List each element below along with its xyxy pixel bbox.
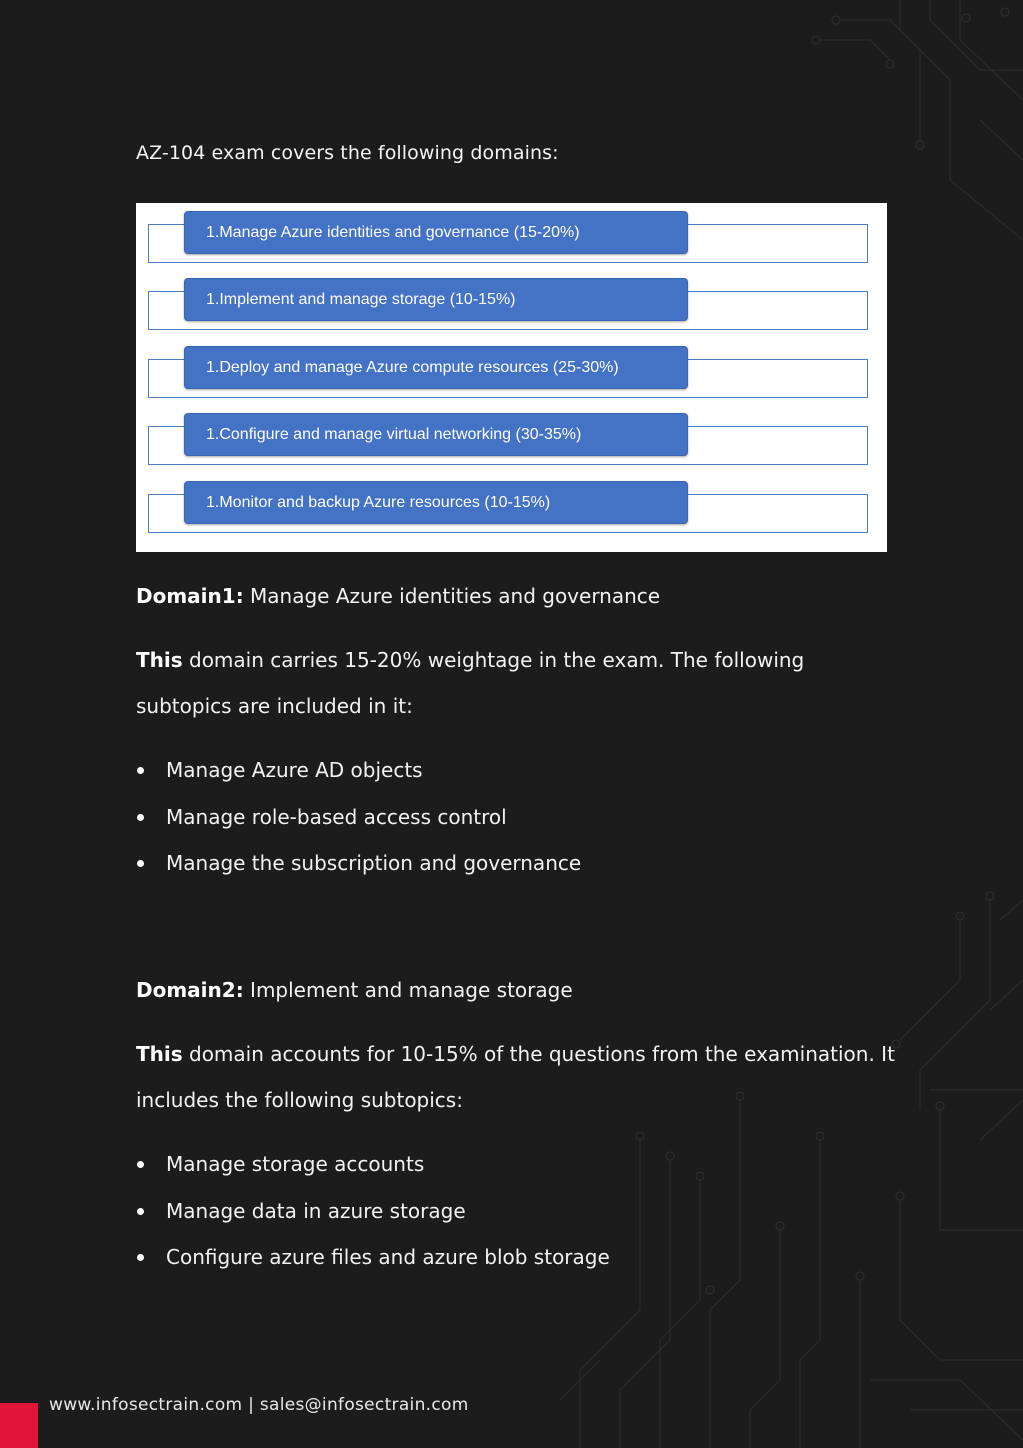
domain2-paragraph-line2: includes the following subtopics:	[136, 1088, 463, 1112]
diagram-row	[136, 405, 887, 465]
domain-pill: 1.Manage Azure identities and governance (15-20%)	[184, 211, 688, 254]
domain-pill: 1.Implement and manage storage (10-15%)	[184, 278, 688, 321]
bullet-icon	[137, 814, 144, 821]
list-item	[136, 1196, 610, 1243]
domain2-heading	[136, 967, 573, 1013]
domain2-heading-label: Domain2:	[136, 978, 244, 1002]
diagram-row	[136, 338, 887, 398]
domain2-paragraph-bold: This	[136, 1042, 183, 1066]
domain1-paragraph-text: domain carries 15-20% weightage in the exam. The following	[182, 648, 805, 672]
list-item-text: Manage storage accounts	[166, 1152, 425, 1176]
domain-pill: 1.Monitor and backup Azure resources (10-15%)	[184, 481, 688, 524]
domain1-paragraph	[136, 637, 804, 729]
intro-text: AZ-104 exam covers the following domains:	[136, 142, 559, 164]
domains-diagram	[136, 203, 887, 552]
domain2-subtopics-list	[136, 1149, 610, 1289]
domain2-paragraph-text: domain accounts for 10-15% of the questions from the examination. It	[182, 1042, 895, 1066]
diagram-row	[136, 270, 887, 330]
domain1-heading-label: Domain1:	[136, 584, 244, 608]
domain1-heading	[136, 573, 660, 619]
list-item-text: Configure azure files and azure blob storage	[166, 1245, 610, 1269]
domain1-paragraph-line2: subtopics are included in it:	[136, 694, 413, 718]
domain2-paragraph	[136, 1031, 895, 1123]
diagram-row	[136, 203, 887, 263]
list-item	[136, 1242, 610, 1289]
domain1-paragraph-line1	[136, 637, 804, 683]
list-item	[136, 848, 581, 895]
bullet-icon	[137, 767, 144, 774]
list-item	[136, 802, 581, 849]
bullet-icon	[137, 1161, 144, 1168]
domain-pill: 1.Configure and manage virtual networking (30-35%)	[184, 413, 688, 456]
domain1-subtopics-list	[136, 755, 581, 895]
list-item-text: Manage role-based access control	[166, 804, 507, 829]
list-item	[136, 755, 581, 802]
footer-accent-bar	[0, 1403, 38, 1448]
domain2-heading-title: Implement and manage storage	[243, 978, 573, 1002]
domain1-paragraph-bold: This	[136, 648, 183, 672]
bullet-icon	[137, 1208, 144, 1215]
domain1-heading-title: Manage Azure identities and governance	[243, 584, 661, 608]
bullet-icon	[137, 860, 144, 867]
footer-contact: www.infosectrain.com | sales@infosectrain.com	[49, 1395, 469, 1415]
list-item-text: Manage data in azure storage	[166, 1198, 466, 1223]
list-item-text: Manage the subscription and governance	[166, 851, 582, 875]
circuit-decoration-bottom-right	[540, 1080, 1023, 1448]
domain2-paragraph-line1	[136, 1031, 895, 1077]
domain-pill: 1.Deploy and manage Azure compute resources (25-30%)	[184, 346, 688, 389]
list-item	[136, 1149, 610, 1196]
diagram-row	[136, 473, 887, 533]
bullet-icon	[137, 1254, 144, 1261]
list-item-text: Manage Azure AD objects	[166, 758, 423, 782]
